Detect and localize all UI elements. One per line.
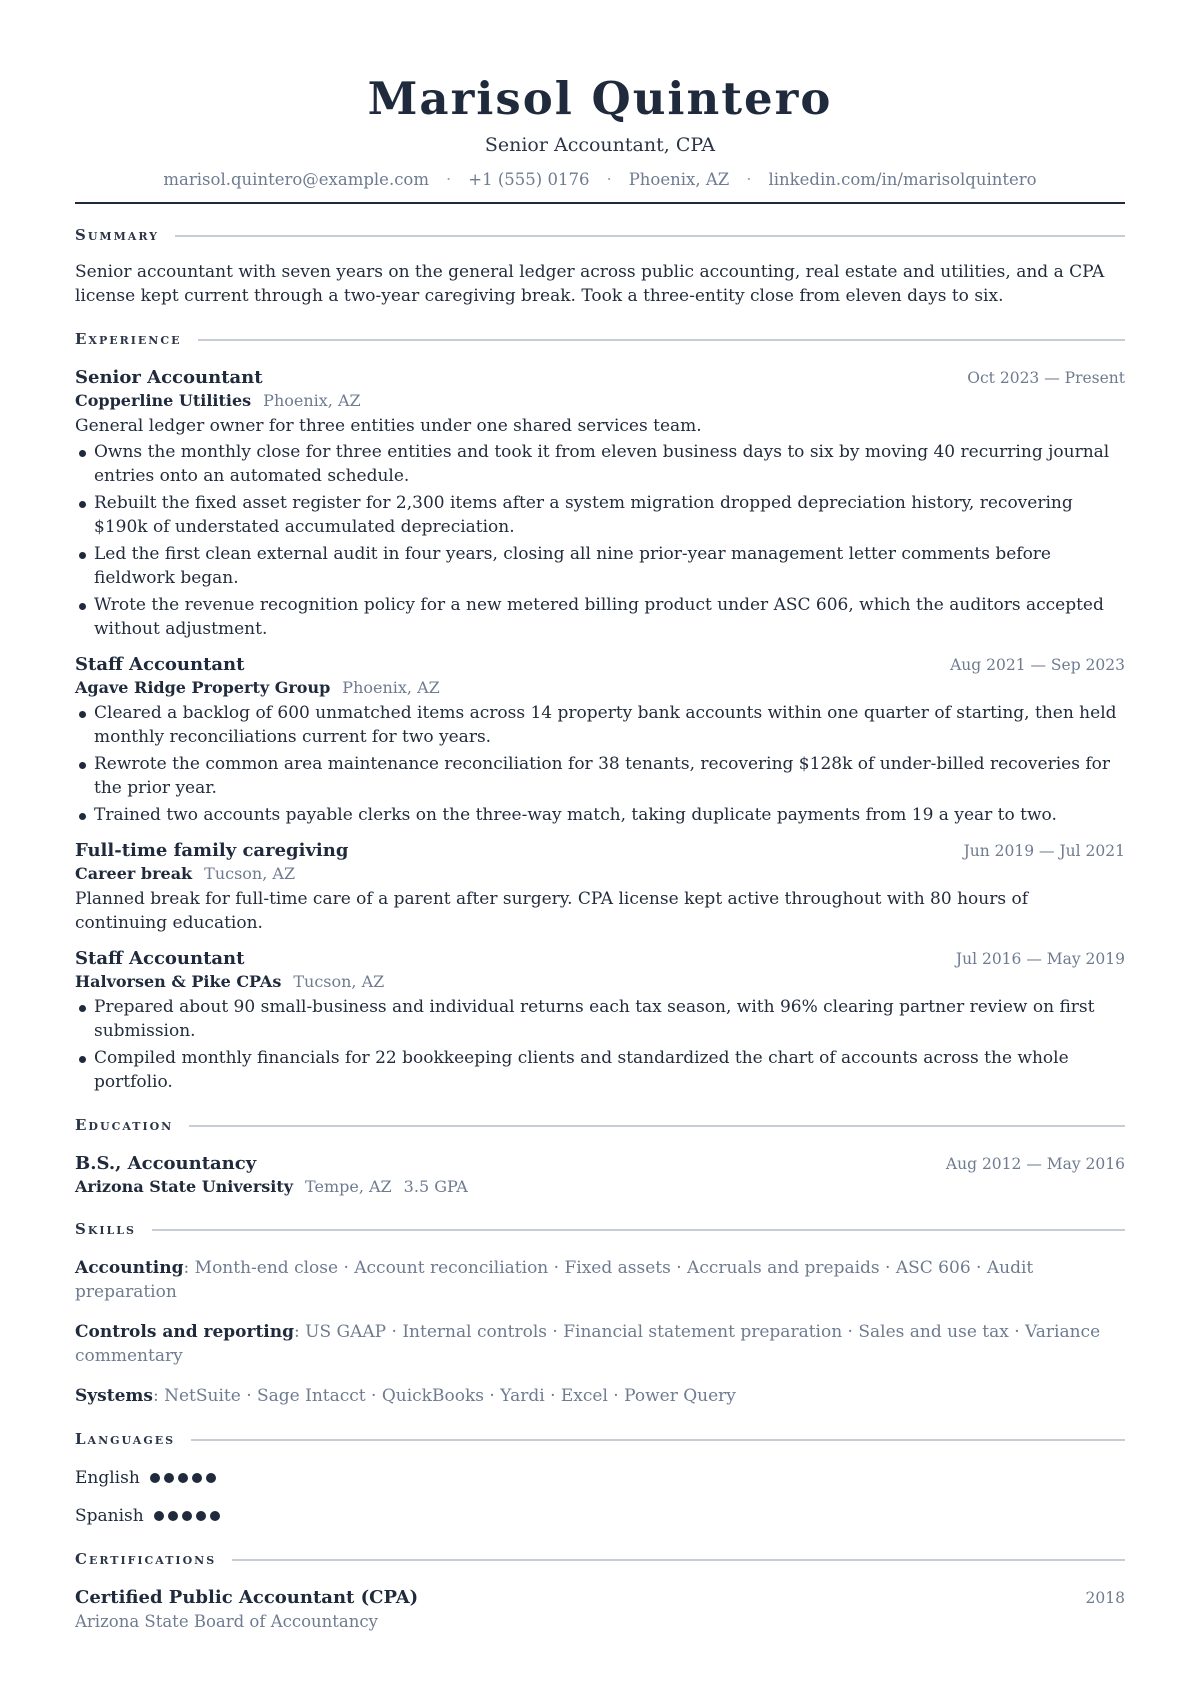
job-description: Planned break for full-time care of a parent after surgery. CPA license kept active throughout with 80 hours of continuing education. <box>75 889 1029 933</box>
certification-name: Certified Public Accountant (CPA) <box>75 1587 419 1608</box>
proficiency-dot <box>192 1473 202 1483</box>
skill-group: Systems: NetSuite · Sage Intacct · QuickBooks · Yardi · Excel · Power Query <box>75 1386 736 1406</box>
job-location: Phoenix, AZ <box>342 678 440 697</box>
job-location: Phoenix, AZ <box>263 391 361 410</box>
language-item <box>75 1504 1125 1528</box>
job-location: Tucson, AZ <box>293 972 385 991</box>
proficiency-dot <box>164 1473 174 1483</box>
experience-entry <box>75 653 1125 827</box>
skill-category: Controls and reporting <box>75 1322 295 1342</box>
skill-items: US GAAP · Internal controls · Financial statement preparation · Sales and use tax · Variance commentary <box>75 1322 1101 1366</box>
employer: Copperline Utilities <box>75 391 252 410</box>
contact-linkedin[interactable]: linkedin.com/in/marisolquintero <box>768 170 1037 189</box>
education-entry <box>75 1152 1125 1198</box>
skill-category: Accounting <box>75 1258 184 1278</box>
skill-group: Controls and reporting: US GAAP · Internal controls · Financial statement preparation · Sales and use tax · Variance commentary <box>75 1322 1101 1366</box>
proficiency-dot <box>150 1473 160 1483</box>
certification-issuer: Arizona State Board of Accountancy <box>75 1612 378 1631</box>
achievement-list <box>75 995 1125 1094</box>
contact-separator: · <box>446 170 452 189</box>
contact-separator: · <box>746 170 752 189</box>
contact-email[interactable]: marisol.quintero@example.com <box>163 170 430 189</box>
achievement-item: Rewrote the common area maintenance reconciliation for 38 tenants, recovering $128k of under-billed recoveries for the prior year. <box>75 752 1125 800</box>
contact-separator: · <box>606 170 612 189</box>
job-dates: Aug 2021 — Sep 2023 <box>950 656 1125 674</box>
header-divider <box>75 202 1125 204</box>
gpa: 3.5 GPA <box>403 1177 468 1196</box>
proficiency-dots <box>150 1473 216 1483</box>
job-description: General ledger owner for three entities under one shared services team. <box>75 416 702 436</box>
proficiency-dot <box>168 1511 178 1521</box>
language-name: English <box>75 1468 140 1488</box>
achievement-item: Cleared a backlog of 600 unmatched items across 14 property bank accounts within one quarter of starting, then held monthly reconciliations current for two years. <box>75 701 1125 749</box>
employer: Career break <box>75 864 193 883</box>
school: Arizona State University <box>75 1177 294 1196</box>
candidate-name: Marisol Quintero <box>367 72 833 125</box>
achievement-list <box>75 440 1125 641</box>
school-location: Tempe, AZ <box>305 1177 392 1196</box>
certification-year: 2018 <box>1085 1589 1125 1607</box>
degree: B.S., Accountancy <box>75 1153 257 1174</box>
section-rule <box>152 1229 1125 1231</box>
job-title: Full-time family caregiving <box>75 840 349 861</box>
proficiency-dot <box>178 1473 188 1483</box>
achievement-list <box>75 701 1125 827</box>
contact-location: Phoenix, AZ <box>628 170 730 189</box>
job-location: Tucson, AZ <box>204 864 296 883</box>
proficiency-dot <box>206 1473 216 1483</box>
proficiency-dot <box>154 1511 164 1521</box>
skill-items: NetSuite · Sage Intacct · QuickBooks · Yardi · Excel · Power Query <box>164 1386 736 1406</box>
education-dates: Aug 2012 — May 2016 <box>945 1155 1125 1173</box>
section-certifications <box>75 1548 1125 1570</box>
skill-group: Accounting: Month-end close · Account reconciliation · Fixed assets · Accruals and prepaids · ASC 606 · Audit preparation <box>75 1258 1034 1302</box>
proficiency-dot <box>196 1511 206 1521</box>
section-rule <box>232 1559 1125 1561</box>
language-name: Spanish <box>75 1506 144 1526</box>
contact-line <box>75 169 1125 191</box>
skill-items: Month-end close · Account reconciliation · Fixed assets · Accruals and prepaids · ASC 606 · Audit preparation <box>75 1258 1034 1302</box>
achievement-item: Rebuilt the fixed asset register for 2,300 items after a system migration dropped depreciation history, recovering $190k of understated accumulated depreciation. <box>75 491 1125 539</box>
summary-text: Senior accountant with seven years on the general ledger across public accounting, real estate and utilities, and a CPA license kept current through a two-year caregiving break. Took a three-entity close from eleven days to six. <box>75 262 1105 306</box>
achievement-item: Compiled monthly financials for 22 bookkeeping clients and standardized the chart of accounts across the whole portfolio. <box>75 1046 1125 1094</box>
section-education <box>75 1114 1125 1136</box>
achievement-item: Trained two accounts payable clerks on the three-way match, taking duplicate payments from 19 a year to two. <box>75 803 1125 827</box>
section-title: Skills <box>75 1220 136 1238</box>
language-item <box>75 1466 1125 1490</box>
section-rule <box>189 1125 1125 1127</box>
section-skills <box>75 1218 1125 1240</box>
achievement-item: Led the first clean external audit in four years, closing all nine prior-year management letter comments before fieldwork began. <box>75 542 1125 590</box>
certification-entry <box>75 1586 1125 1633</box>
experience-entry <box>75 947 1125 1094</box>
job-title: Staff Accountant <box>75 654 245 675</box>
skill-category: Systems <box>75 1386 153 1406</box>
section-title: Summary <box>75 226 159 244</box>
achievement-item: Wrote the revenue recognition policy for a new metered billing product under ASC 606, which the auditors accepted without adjustment. <box>75 593 1125 641</box>
section-summary <box>75 224 1125 246</box>
headline: Senior Accountant, CPA <box>484 134 716 156</box>
experience-entry <box>75 366 1125 641</box>
job-dates: Oct 2023 — Present <box>967 369 1125 387</box>
job-title: Senior Accountant <box>75 367 263 388</box>
job-dates: Jun 2019 — Jul 2021 <box>963 842 1125 860</box>
section-rule <box>198 339 1126 341</box>
achievement-item: Prepared about 90 small-business and individual returns each tax season, with 96% clearing partner review on first submission. <box>75 995 1125 1043</box>
proficiency-dot <box>210 1511 220 1521</box>
section-rule <box>175 235 1125 237</box>
section-languages <box>75 1428 1125 1450</box>
proficiency-dot <box>182 1511 192 1521</box>
experience-entry <box>75 839 1125 935</box>
section-experience <box>75 328 1125 350</box>
contact-phone[interactable]: +1 (555) 0176 <box>468 170 590 189</box>
employer: Halvorsen & Pike CPAs <box>75 972 282 991</box>
section-title: Languages <box>75 1430 176 1448</box>
employer: Agave Ridge Property Group <box>75 678 331 697</box>
section-title: Experience <box>75 330 182 348</box>
job-title: Staff Accountant <box>75 948 245 969</box>
proficiency-dots <box>154 1511 220 1521</box>
section-title: Education <box>75 1116 174 1134</box>
achievement-item: Owns the monthly close for three entities and took it from eleven business days to six by moving 40 recurring journal entries onto an automated schedule. <box>75 440 1125 488</box>
job-dates: Jul 2016 — May 2019 <box>955 950 1125 968</box>
section-title: Certifications <box>75 1550 217 1568</box>
section-rule <box>191 1439 1125 1441</box>
